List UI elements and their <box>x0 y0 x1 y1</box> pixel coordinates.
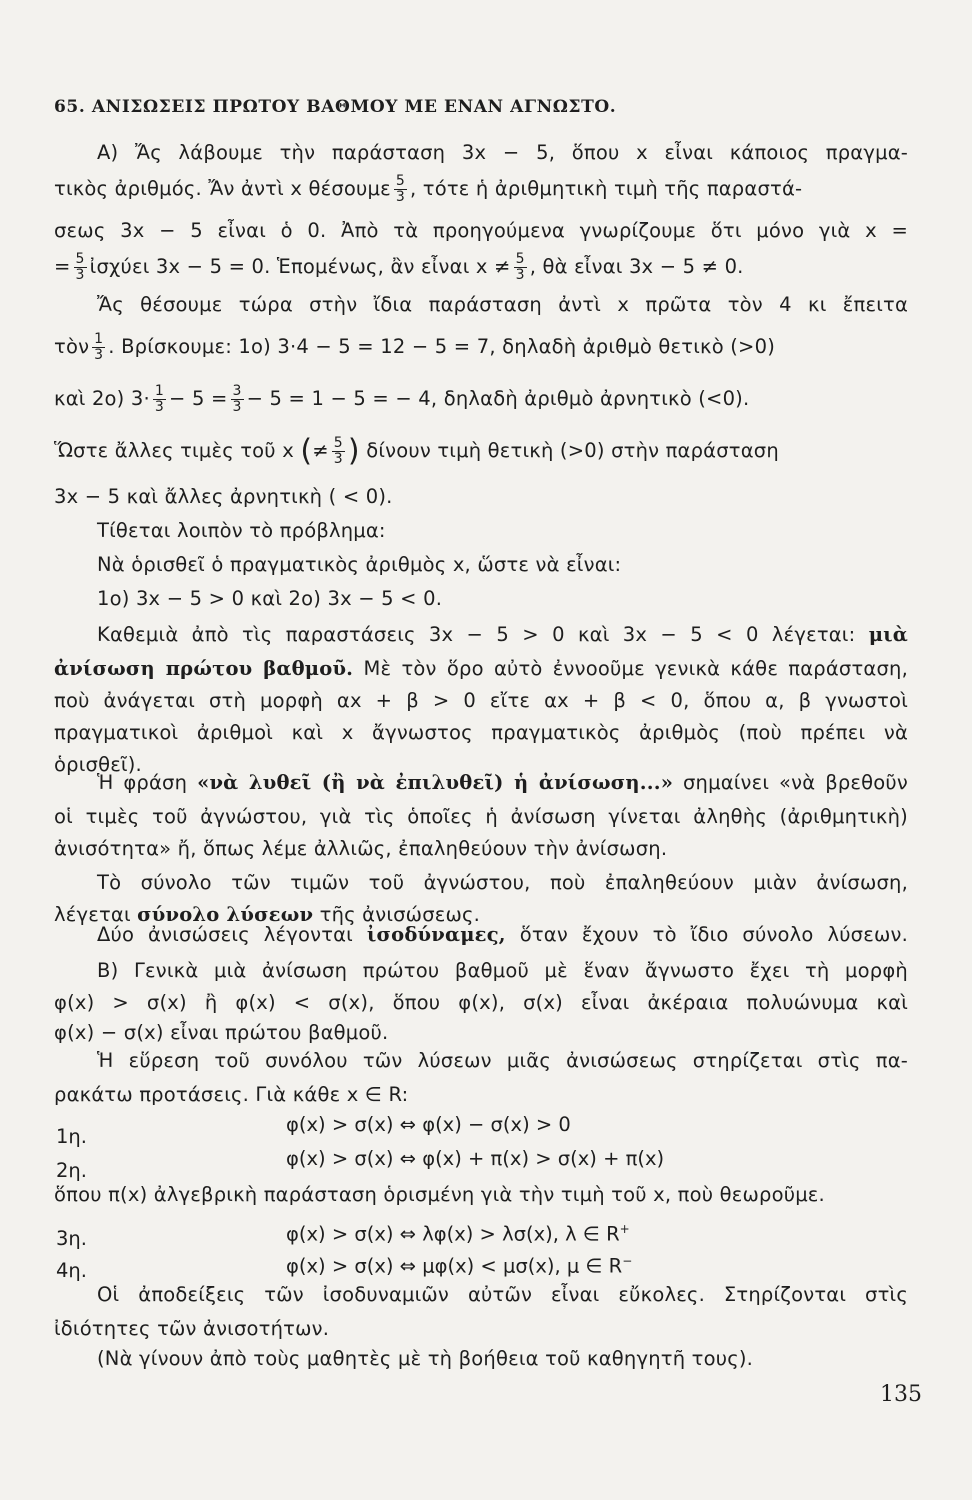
proposition-formula: φ(x) > σ(x) ⇔ φ(x) + π(x) > σ(x) + π(x) <box>286 1147 665 1170</box>
text-line: Οἱ ἀποδείξεις τῶν ἰσοδυναμιῶν αὐτῶν εἶναι εὔκολες. Στηρίζονται στὶς <box>97 1283 908 1306</box>
text-line: A) Ἄς λάβουμε τὴν παράσταση 3x − 5, ὅπου x εἶναι κάποιος πραγμα- <box>97 141 908 164</box>
text-line: ὅπου π(x) ἀλγεβρικὴ παράσταση ὁρισμένη γιὰ τὴν τιμὴ τοῦ x, ποὺ θεωροῦμε. <box>54 1183 825 1206</box>
text-line: Δύο ἀνισώσεις λέγονται ἰσοδύναμες, ὅταν ἔχουν τὸ ἴδιο σύνολο λύσεων. <box>97 923 908 946</box>
text-line: Νὰ ὁρισθεῖ ὁ πραγματικὸς ἀριθμὸς x, ὥστε νὰ εἶναι: <box>97 553 622 576</box>
fraction: $\frac{3}{3}$ <box>232 383 242 415</box>
text-line: 3x − 5 καὶ ἄλλες ἀρνητικὴ ( < 0). <box>54 485 393 508</box>
text-line: φ(x) > σ(x) ἢ φ(x) < σ(x), ὅπου φ(x), σ(x) εἶναι ἀκέραια πολυώνυμα καὶ <box>54 991 908 1014</box>
text-line: καὶ 2ο) 3· $\frac{1}{3}$ − 5 = $\frac{3}{3}$ − 5 = 1 − 5 = − 4, δηλαδὴ ἀριθμὸ ἀρνητικὸ (<0). <box>54 383 750 415</box>
proposition-formula: φ(x) > σ(x) ⇔ λφ(x) > λσ(x), λ ∈ R+ <box>286 1222 630 1246</box>
fraction: $\frac{1}{3}$ <box>94 331 104 363</box>
text-line: πραγματικοὶ ἀριθμοὶ καὶ x ἄγνωστος πραγματικὸς ἀριθμὸς (ποὺ πρέπει νὰ <box>54 721 908 744</box>
text-line: οἱ τιμὲς τοῦ ἀγνώστου, γιὰ τὶς ὁποῖες ἡ ἀνίσωση γίνεται ἀληθὴς (ἀριθμητικὴ) <box>54 805 908 828</box>
text-line: 1ο) 3x − 5 > 0 καὶ 2ο) 3x − 5 < 0. <box>97 587 443 610</box>
text-line: Ἡ φράση «νὰ λυθεῖ (ἢ νὰ ἐπιλυθεῖ) ἡ ἀνίσωση...» σημαίνει «νὰ βρεθοῦν <box>97 771 908 794</box>
fraction: $\frac{5}{3}$ <box>515 251 525 283</box>
text-line: ἰδιότητες τῶν ἀνισοτήτων. <box>54 1317 330 1340</box>
text-line: Ἄς θέσουμε τώρα στὴν ἴδια παράσταση ἀντὶ x πρῶτα τὸν 4 κι ἔπειτα <box>97 293 908 316</box>
text-line: Τὸ σύνολο τῶν τιμῶν τοῦ ἀγνώστου, ποὺ ἐπαληθεύουν μιὰν ἀνίσωση, <box>97 871 908 894</box>
fraction: $\frac{1}{3}$ <box>154 383 165 415</box>
fraction: $\frac{5}{3}$ <box>333 435 343 467</box>
proposition-label: 2η. <box>56 1159 87 1182</box>
text-line: τικὸς ἀριθμός. Ἄν ἀντὶ x θέσουμε $\frac{5}{3}$ , τότε ἡ ἀριθμητικὴ τιμὴ τῆς παραστά- <box>54 173 803 205</box>
proposition-formula: φ(x) > σ(x) ⇔ μφ(x) < μσ(x), μ ∈ R− <box>286 1254 633 1278</box>
text-line: ἀνισότητα» ἤ, ὅπως λέμε ἀλλιῶς, ἐπαληθεύουν τὴν ἀνίσωση. <box>54 837 668 860</box>
text-line: ὁρισθεῖ). <box>54 753 142 776</box>
fraction: $\frac{5}{3}$ <box>395 173 405 205</box>
text-line: φ(x) − σ(x) εἶναι πρώτου βαθμοῦ. <box>54 1021 389 1044</box>
text-line: ἀνίσωση πρώτου βαθμοῦ. Μὲ τὸν ὅρο αὐτὸ ἐννοοῦμε γενικὰ κάθε παράσταση, <box>54 657 908 680</box>
proposition-label: 4η. <box>56 1259 87 1282</box>
text-line: Καθεμιὰ ἀπὸ τὶς παραστάσεις 3x − 5 > 0 καὶ 3x − 5 < 0 λέγεται: μιὰ <box>97 623 909 646</box>
page-number: 135 <box>880 1382 922 1407</box>
text-line: σεως 3x − 5 εἶναι ὁ 0. Ἀπὸ τὰ προηγούμενα γνωρίζουμε ὅτι μόνο γιὰ x = <box>54 219 908 242</box>
text-line: ποὺ ἀνάγεται στὴ μορφὴ αx + β > 0 εἴτε αx + β < 0, ὅπου α, β γνωστοὶ <box>54 689 908 712</box>
proposition-label: 3η. <box>56 1227 87 1250</box>
fraction: $\frac{5}{3}$ <box>75 251 85 283</box>
proposition-formula: φ(x) > σ(x) ⇔ φ(x) − σ(x) > 0 <box>286 1113 571 1136</box>
text-line: Ἡ εὕρεση τοῦ συνόλου τῶν λύσεων μιᾶς ἀνισώσεως στηρίζεται στὶς πα- <box>97 1049 908 1072</box>
text-line: ρακάτω προτάσεις. Γιὰ κάθε x ∈ R: <box>54 1083 409 1106</box>
text-line: B) Γενικὰ μιὰ ἀνίσωση πρώτου βαθμοῦ μὲ ἕναν ἄγνωστο ἔχει τὴ μορφὴ <box>97 959 908 982</box>
text-line: τὸν $\frac{1}{3}$ . Βρίσκουμε: 1ο) 3·4 − 5 = 12 − 5 = 7, δηλαδὴ ἀριθμὸ θετικὸ (>0) <box>54 331 775 363</box>
proposition-label: 1η. <box>56 1125 87 1148</box>
text-line: = $\frac{5}{3}$ ἰσχύει 3x − 5 = 0. Ἑπομένως, ἂν εἶναι x ≠ $\frac{5}{3}$ , θὰ εἶναι 3x − 5 ≠ 0. <box>54 251 744 283</box>
text-line: Τίθεται λοιπὸν τὸ πρόβλημα: <box>97 519 386 542</box>
text-line: (Νὰ γίνουν ἀπὸ τοὺς μαθητὲς μὲ τὴ βοήθεια τοῦ καθηγητῆ τους). <box>97 1347 754 1370</box>
section-heading: 65. ΑΝΙΣΩΣΕΙΣ ΠΡΩΤΟΥ ΒΑΘΜΟΥ ΜΕ ΕΝΑΝ ΑΓΝΩΣΤΟ. <box>54 97 617 117</box>
text-line: Ὥστε ἄλλες τιμὲς τοῦ x (≠ $\frac{5}{3}$ ) δίνουν τιμὴ θετικὴ (>0) στὴν παράσταση <box>54 433 779 469</box>
text-line: λέγεται σύνολο λύσεων τῆς ἀνισώσεως. <box>54 903 481 926</box>
